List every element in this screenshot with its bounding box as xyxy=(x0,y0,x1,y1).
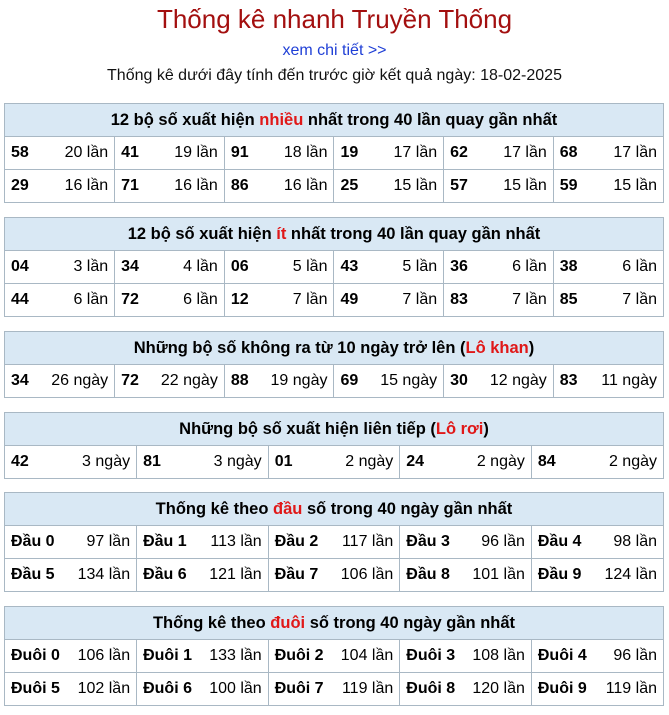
stat-number: Đầu 0 xyxy=(11,533,55,550)
stat-count: 98 lần xyxy=(613,533,657,550)
stat-number: 24 xyxy=(406,453,425,470)
stat-count: 17 lần xyxy=(393,144,438,161)
stat-number: 06 xyxy=(230,258,249,275)
stat-count: 15 ngày xyxy=(380,372,438,389)
table-row xyxy=(5,137,663,170)
stat-number: 83 xyxy=(450,291,468,308)
stat-cell xyxy=(268,673,400,706)
stat-count: 120 lần xyxy=(472,680,525,697)
stat-count: 7 lần xyxy=(622,291,657,308)
stat-count: 19 ngày xyxy=(270,372,328,389)
stat-count: 16 lần xyxy=(64,177,109,194)
stat-cell xyxy=(268,640,400,673)
stat-cell xyxy=(531,559,663,592)
stats-table xyxy=(5,137,663,202)
section-title: Những bộ số không ra từ 10 ngày trở lên (Lô khan) xyxy=(5,332,663,365)
stat-number: Đầu 9 xyxy=(537,566,582,583)
stat-cell xyxy=(400,640,532,673)
stat-cell xyxy=(137,673,269,706)
stat-number: Đuôi 8 xyxy=(406,680,456,697)
stat-count: 121 lần xyxy=(209,566,262,583)
stat-count: 101 lần xyxy=(472,566,525,583)
stat-number: 57 xyxy=(450,177,468,194)
stat-count: 5 lần xyxy=(402,258,438,275)
stat-number: Đuôi 7 xyxy=(274,680,324,697)
table-row xyxy=(5,365,663,397)
stat-number: 68 xyxy=(559,144,578,161)
stat-number: Đầu 7 xyxy=(274,566,319,583)
stat-cell xyxy=(5,137,115,170)
stat-count: 119 lần xyxy=(341,680,394,697)
stat-number: 30 xyxy=(450,372,468,389)
stat-number: Đầu 5 xyxy=(11,566,55,583)
stat-count: 6 lần xyxy=(622,258,657,275)
stat-count: 100 lần xyxy=(209,680,262,697)
stat-cell xyxy=(444,284,554,317)
stat-cell xyxy=(334,251,444,284)
stat-cell xyxy=(115,284,225,317)
stat-count: 108 lần xyxy=(472,647,525,664)
table-row xyxy=(5,284,663,317)
section-title: Thống kê theo đuôi số trong 40 ngày gần nhất xyxy=(5,607,663,640)
stat-cell xyxy=(268,559,400,592)
stat-count: 6 lần xyxy=(183,291,218,308)
stat-cell xyxy=(444,137,554,170)
stat-count: 7 lần xyxy=(512,291,547,308)
stat-count: 2 ngày xyxy=(345,453,394,470)
stat-number: 36 xyxy=(450,258,468,275)
stat-number: 01 xyxy=(274,453,293,470)
stat-cell xyxy=(334,284,444,317)
stat-number: 69 xyxy=(340,372,359,389)
stat-count: 12 ngày xyxy=(489,372,547,389)
stat-cell xyxy=(224,365,334,397)
stat-number: 62 xyxy=(450,144,468,161)
stat-number: 38 xyxy=(559,258,578,275)
stat-cell xyxy=(531,640,663,673)
stat-cell xyxy=(531,526,663,559)
stat-count: 20 lần xyxy=(64,144,109,161)
stat-cell xyxy=(268,446,400,478)
date-note: Thống kê dưới đây tính đến trước giờ kết quả ngày: 18-02-2025 xyxy=(107,67,562,84)
stat-number: 91 xyxy=(230,144,249,161)
stat-number: 43 xyxy=(340,258,359,275)
stat-number: 84 xyxy=(537,453,556,470)
stat-count: 117 lần xyxy=(341,533,394,550)
stat-count: 2 ngày xyxy=(608,453,657,470)
stat-cell xyxy=(553,284,663,317)
stat-cell xyxy=(553,137,663,170)
stat-count: 134 lần xyxy=(77,566,131,583)
stat-cell xyxy=(137,640,269,673)
stat-cell xyxy=(400,526,532,559)
duoi-section xyxy=(4,606,664,706)
stat-number: 41 xyxy=(121,144,139,161)
stat-cell xyxy=(224,251,334,284)
stat-cell xyxy=(5,284,115,317)
stat-cell xyxy=(137,526,269,559)
stat-number: 44 xyxy=(11,291,29,308)
section-title: 12 bộ số xuất hiện ít nhất trong 40 lần quay gần nhất xyxy=(5,218,663,251)
stat-number: 29 xyxy=(11,177,29,194)
dau-section xyxy=(4,492,664,592)
section-title: Thống kê theo đầu số trong 40 ngày gần nhất xyxy=(5,493,663,526)
stat-cell xyxy=(400,673,532,706)
stat-number: Đầu 2 xyxy=(274,533,319,550)
stat-cell xyxy=(531,446,663,478)
stat-number: Đuôi 9 xyxy=(537,680,587,697)
most-frequent-section xyxy=(4,103,664,203)
stat-cell xyxy=(115,170,225,203)
stat-cell xyxy=(334,170,444,203)
stat-number: Đầu 8 xyxy=(406,566,450,583)
stat-number: 58 xyxy=(11,144,29,161)
stat-cell xyxy=(334,365,444,397)
least-frequent-section xyxy=(4,217,664,317)
stat-cell xyxy=(224,170,334,203)
stat-cell xyxy=(553,251,663,284)
stat-cell xyxy=(5,170,115,203)
stat-number: 42 xyxy=(11,453,29,470)
page-title: Thống kê nhanh Truyền Thống xyxy=(156,4,513,34)
stat-number: Đầu 1 xyxy=(143,533,187,550)
stat-count: 16 lần xyxy=(174,177,218,194)
stat-cell xyxy=(224,137,334,170)
stat-count: 26 ngày xyxy=(51,372,109,389)
table-row xyxy=(5,640,663,673)
stat-cell xyxy=(5,673,137,706)
stats-table xyxy=(5,640,663,705)
stat-number: 59 xyxy=(559,177,578,194)
stat-cell xyxy=(5,559,137,592)
table-row xyxy=(5,446,663,478)
stat-count: 96 lần xyxy=(613,647,657,664)
stat-cell xyxy=(5,251,115,284)
stat-count: 106 lần xyxy=(340,566,394,583)
stat-count: 19 lần xyxy=(174,144,218,161)
stats-table xyxy=(5,365,663,397)
stat-cell xyxy=(5,526,137,559)
stat-cell xyxy=(400,446,532,478)
stat-count: 18 lần xyxy=(283,144,328,161)
stat-cell xyxy=(5,365,115,397)
stat-cell xyxy=(444,251,554,284)
stat-number: 85 xyxy=(559,291,578,308)
stat-number: 34 xyxy=(121,258,139,275)
stat-count: 3 lần xyxy=(73,258,109,275)
stat-number: Đuôi 5 xyxy=(11,680,60,697)
stat-cell xyxy=(137,559,269,592)
stat-number: 88 xyxy=(230,372,249,389)
stat-count: 22 ngày xyxy=(160,372,218,389)
stat-count: 6 lần xyxy=(512,258,547,275)
stat-count: 133 lần xyxy=(209,647,262,664)
stat-count: 17 lần xyxy=(613,144,657,161)
stat-count: 5 lần xyxy=(292,258,328,275)
stat-cell xyxy=(268,526,400,559)
lo-khan-section xyxy=(4,331,664,398)
stat-cell xyxy=(400,559,532,592)
stat-count: 15 lần xyxy=(503,177,547,194)
stat-number: 04 xyxy=(11,258,29,275)
stat-number: Đầu 3 xyxy=(406,533,450,550)
table-row xyxy=(5,559,663,592)
stat-cell xyxy=(115,137,225,170)
stat-number: 12 xyxy=(230,291,249,308)
stat-number: Đuôi 1 xyxy=(143,647,192,664)
section-title: Những bộ số xuất hiện liên tiếp (Lô rơi) xyxy=(5,413,663,446)
stat-cell xyxy=(553,170,663,203)
table-row xyxy=(5,170,663,203)
table-row xyxy=(5,673,663,706)
stat-count: 17 lần xyxy=(503,144,547,161)
stat-number: 72 xyxy=(121,291,139,308)
stat-cell xyxy=(137,446,269,478)
stat-count: 3 ngày xyxy=(82,453,131,470)
stat-count: 102 lần xyxy=(77,680,131,697)
stat-number: 49 xyxy=(340,291,359,308)
stat-count: 16 lần xyxy=(283,177,328,194)
stat-count: 7 lần xyxy=(402,291,438,308)
stat-number: Đuôi 4 xyxy=(537,647,587,664)
stat-number: 71 xyxy=(121,177,139,194)
stat-count: 2 ngày xyxy=(476,453,525,470)
stat-number: Đuôi 2 xyxy=(274,647,324,664)
view-details-link[interactable]: xem chi tiết >> xyxy=(282,42,387,59)
stat-number: 81 xyxy=(143,453,161,470)
stat-cell xyxy=(224,284,334,317)
stat-count: 119 lần xyxy=(605,680,657,697)
section-title: 12 bộ số xuất hiện nhiều nhất trong 40 lần quay gần nhất xyxy=(5,104,663,137)
stat-count: 97 lần xyxy=(86,533,131,550)
lo-roi-section xyxy=(4,412,664,479)
stat-count: 15 lần xyxy=(613,177,657,194)
stat-number: Đầu 6 xyxy=(143,566,187,583)
stat-number: Đuôi 3 xyxy=(406,647,456,664)
stat-number: 34 xyxy=(11,372,29,389)
stats-table xyxy=(5,251,663,316)
stat-count: 113 lần xyxy=(210,533,262,550)
stat-count: 11 ngày xyxy=(601,372,657,389)
stat-cell xyxy=(5,446,137,478)
stat-number: 83 xyxy=(559,372,578,389)
table-row xyxy=(5,526,663,559)
stat-cell xyxy=(444,365,554,397)
stat-number: 19 xyxy=(340,144,359,161)
stat-number: 72 xyxy=(121,372,139,389)
stat-number: 25 xyxy=(340,177,359,194)
stat-cell xyxy=(334,137,444,170)
stat-number: 86 xyxy=(230,177,249,194)
stat-count: 3 ngày xyxy=(213,453,262,470)
stat-count: 106 lần xyxy=(77,647,131,664)
stat-cell xyxy=(531,673,663,706)
stat-count: 7 lần xyxy=(292,291,328,308)
stat-count: 15 lần xyxy=(393,177,438,194)
table-row xyxy=(5,251,663,284)
stat-cell xyxy=(444,170,554,203)
stat-cell xyxy=(553,365,663,397)
stat-number: Đầu 4 xyxy=(537,533,582,550)
stat-count: 124 lần xyxy=(604,566,657,583)
stat-count: 104 lần xyxy=(340,647,394,664)
stats-table xyxy=(5,526,663,591)
stat-count: 6 lần xyxy=(73,291,109,308)
stat-number: Đuôi 0 xyxy=(11,647,60,664)
stat-count: 4 lần xyxy=(183,258,218,275)
stat-cell xyxy=(5,640,137,673)
stats-table xyxy=(5,446,663,478)
stat-cell xyxy=(115,365,225,397)
stat-count: 96 lần xyxy=(481,533,525,550)
stat-cell xyxy=(115,251,225,284)
stat-number: Đuôi 6 xyxy=(143,680,192,697)
